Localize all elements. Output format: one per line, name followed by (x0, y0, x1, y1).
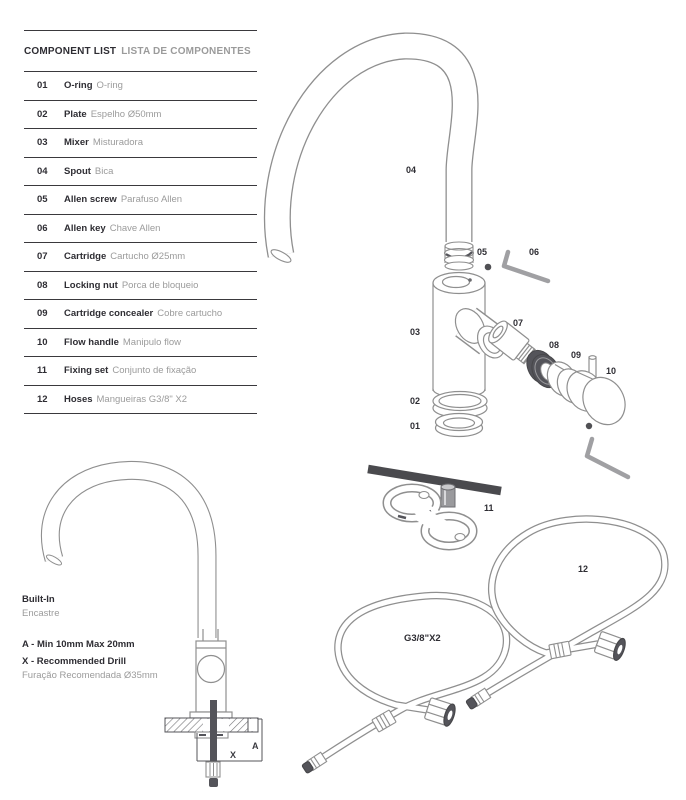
component-name-pt: Espelho Ø50mm (90, 108, 162, 120)
dim-a-note: A - Min 10mm Max 20mm (22, 639, 135, 650)
allen-key-drawing (504, 252, 548, 281)
part-label-10: 10 (606, 366, 617, 376)
part-label-05: 05 (477, 247, 488, 257)
dim-label-a: A (252, 741, 259, 751)
component-number: 12 (37, 393, 48, 405)
component-name-en: O-ring (64, 80, 93, 92)
component-number: 09 (37, 308, 48, 320)
hose-right-drawing (465, 519, 665, 710)
component-number: 10 (37, 336, 48, 348)
component-name-en: Spout (64, 165, 91, 177)
component-name-pt: O-ring (96, 80, 123, 92)
allen-screw-drawing (485, 264, 492, 271)
component-number: 07 (37, 251, 48, 263)
hose-spec-label: G3/8"X2 (404, 633, 441, 644)
part-label-04: 04 (406, 165, 417, 175)
list-title-pt: LISTA DE COMPONENTES (121, 45, 251, 57)
component-name-pt: Cartucho Ø25mm (110, 251, 186, 263)
part-label-09: 09 (571, 350, 582, 360)
component-name-pt: Chave Allen (109, 222, 161, 234)
exploded-spout-drawing (269, 46, 465, 265)
component-name-pt: Cobre cartucho (157, 308, 223, 320)
part-label-07: 07 (513, 318, 524, 328)
component-number: 11 (37, 365, 48, 377)
component-name-en: Allen key (64, 222, 106, 234)
allen-screw-2-drawing (586, 423, 592, 429)
component-name-pt: Bica (94, 165, 114, 177)
dim-x-note-pt: Furação Recomendada Ø35mm (22, 670, 158, 681)
list-title-en: COMPONENT LIST (24, 45, 117, 57)
part-label-03: 03 (410, 327, 421, 337)
allen-key-2-drawing (587, 439, 628, 477)
dim-x-note: X - Recommended Drill (22, 656, 126, 667)
built-in-spout-drawing (45, 470, 207, 638)
component-number: 04 (37, 165, 48, 177)
component-number: 08 (37, 279, 48, 291)
part-label-06: 06 (529, 247, 540, 257)
built-in-en: Built-In (22, 594, 55, 605)
part-label-02: 02 (410, 396, 421, 406)
component-name-en: Cartridge concealer (64, 308, 154, 320)
component-name-pt: Manipulo flow (122, 336, 181, 348)
component-number: 05 (37, 194, 48, 206)
dim-label-x: X (230, 750, 237, 760)
component-name-en: Allen screw (64, 194, 117, 206)
flow-handle-drawing (560, 356, 633, 432)
component-number: 01 (37, 80, 48, 92)
spout-swivel-rings (445, 242, 474, 270)
o-ring-drawing (436, 414, 483, 437)
built-in-pt: Encastre (22, 608, 60, 619)
component-name-en: Flow handle (64, 336, 119, 348)
component-name-en: Locking nut (64, 279, 118, 291)
component-name-en: Cartridge (64, 251, 107, 263)
part-label-01: 01 (410, 421, 421, 431)
component-name-en: Plate (64, 108, 87, 120)
component-number: 06 (37, 222, 48, 234)
component-name-pt: Misturadora (92, 137, 143, 149)
component-name-pt: Mangueiras G3/8" X2 (96, 393, 188, 405)
component-name-pt: Parafuso Allen (120, 194, 183, 206)
component-number: 03 (37, 137, 48, 149)
component-name-pt: Conjunto de fixação (112, 365, 197, 377)
component-name-en: Hoses (64, 393, 93, 405)
part-label-08: 08 (549, 340, 560, 350)
component-name-pt: Porca de bloqueio (121, 279, 199, 291)
hose-left-drawing (301, 595, 506, 774)
component-name-en: Fixing set (64, 365, 109, 377)
component-number: 02 (37, 108, 48, 120)
fixing-set-drawing (368, 469, 501, 546)
part-label-11: 11 (484, 503, 494, 513)
part-label-12: 12 (578, 564, 589, 574)
component-name-en: Mixer (64, 137, 89, 149)
